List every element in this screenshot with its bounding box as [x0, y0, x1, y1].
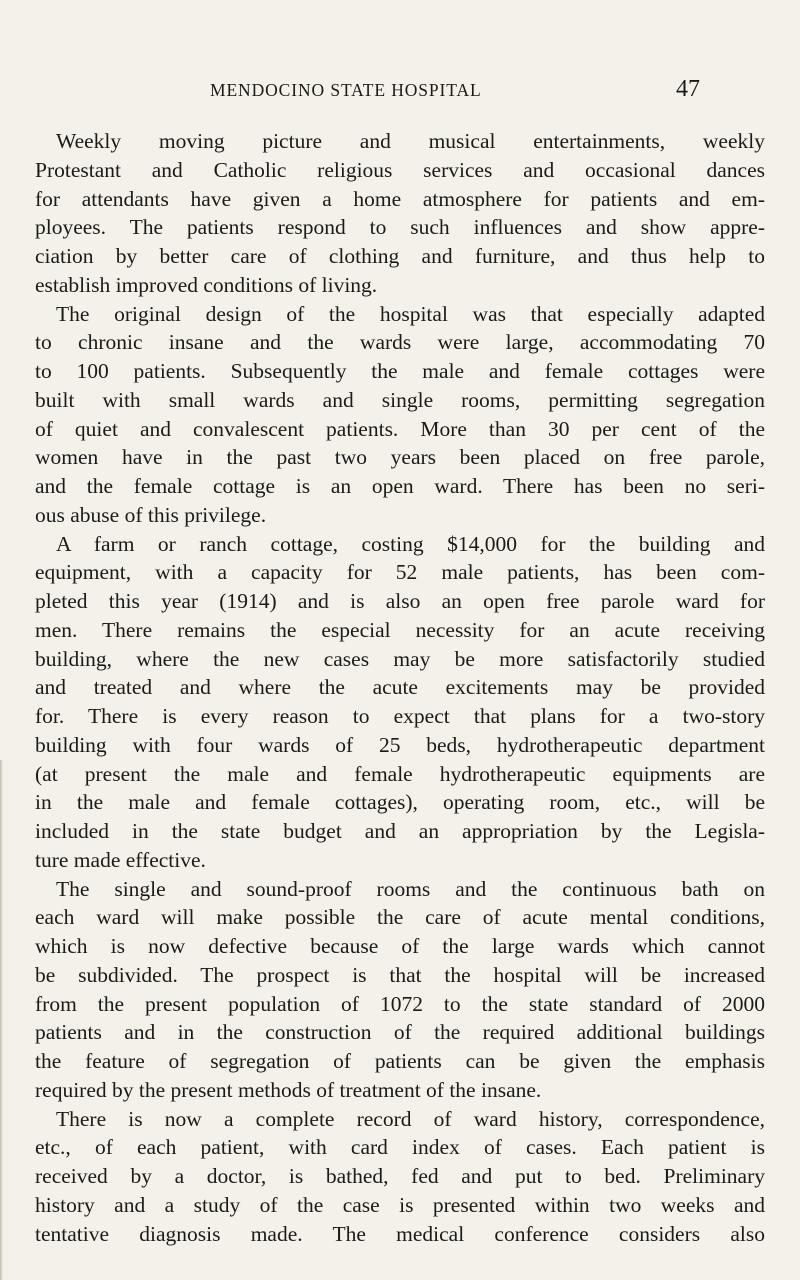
- text-line: to chronic insane and the wards were large, accommodating 70: [35, 330, 765, 355]
- text-line: and treated and where the acute excitements may be provided: [35, 675, 765, 700]
- text-line: be subdivided. The prospect is that the hospital will be increased: [35, 962, 765, 987]
- text-line: patients and in the construction of the required additional buildings: [35, 1020, 765, 1045]
- text-line: women have in the past two years been placed on free parole,: [35, 445, 765, 470]
- text-line: (at present the male and female hydrotherapeutic equipments are: [35, 761, 765, 786]
- text-line: and the female cottage is an open ward. There has been no seri-: [35, 474, 765, 498]
- text-line: equipment, with a capacity for 52 male patients, has been com-: [35, 560, 765, 585]
- text-line: the feature of segregation of patients can be given the emphasis: [35, 1049, 765, 1073]
- text-line: ciation by better care of clothing and furniture, and thus help to: [35, 244, 765, 268]
- text-line: Protestant and Catholic religious services and occasional dances: [35, 157, 765, 182]
- text-line: pleted this year (1914) and is also an open free parole ward for: [35, 589, 765, 613]
- text-line: The single and sound-proof rooms and the continuous bath on: [56, 876, 765, 901]
- text-line: ployees. The patients respond to such influences and show appre-: [35, 215, 765, 240]
- text-line: received by a doctor, is bathed, fed and put to bed. Preliminary: [35, 1164, 765, 1188]
- text-line: building, where the new cases may be more satisfactorily studied: [35, 646, 765, 671]
- text-line: tentative diagnosis made. The medical conference considers also: [35, 1221, 765, 1246]
- text-line: history and a study of the case is presented within two weeks and: [35, 1192, 765, 1217]
- text-line: There is now a complete record of ward history, correspondence,: [56, 1106, 765, 1131]
- text-line: ous abuse of this privilege.: [35, 502, 267, 527]
- text-line: of quiet and convalescent patients. More than 30 per cent of the: [35, 416, 765, 441]
- text-line: etc., of each patient, with card index of cases. Each patient is: [35, 1135, 765, 1160]
- text-line: included in the state budget and an appropriation by the Legisla-: [35, 819, 765, 843]
- text-line: which is now defective because of the large wards which cannot: [35, 934, 765, 958]
- text-line: A farm or ranch cottage, costing $14,000 for the building and: [56, 531, 765, 556]
- text-line: men. There remains the especial necessity for an acute receiving: [35, 617, 765, 642]
- text-line: to 100 patients. Subsequently the male and female cottages were: [35, 359, 765, 383]
- text-line: for attendants have given a home atmosphere for patients and em-: [35, 186, 765, 211]
- text-line: The original design of the hospital was that especially adapted: [56, 301, 765, 326]
- text-line: built with small wards and single rooms, permitting segregation: [35, 387, 765, 412]
- body-text: [35, 127, 765, 1248]
- text-line: each ward will make possible the care of acute mental conditions,: [35, 905, 765, 930]
- text-line: required by the present methods of treatment of the insane.: [35, 1077, 542, 1102]
- text-line: ture made effective.: [35, 847, 206, 872]
- text-line: building with four wards of 25 beds, hydrotherapeutic department: [35, 732, 765, 757]
- text-line: establish improved conditions of living.: [35, 272, 378, 297]
- text-line: from the present population of 1072 to the state standard of 2000: [35, 991, 765, 1016]
- text-line: Weekly moving picture and musical entertainments, weekly: [56, 129, 765, 153]
- text-line: in the male and female cottages), operating room, etc., will be: [35, 790, 765, 815]
- text-line: for. There is every reason to expect that plans for a two-story: [35, 704, 765, 728]
- page-edge-shadow: [0, 760, 3, 1280]
- page-number: 47: [676, 76, 700, 102]
- running-head: MENDOCINO STATE HOSPITAL: [210, 80, 482, 100]
